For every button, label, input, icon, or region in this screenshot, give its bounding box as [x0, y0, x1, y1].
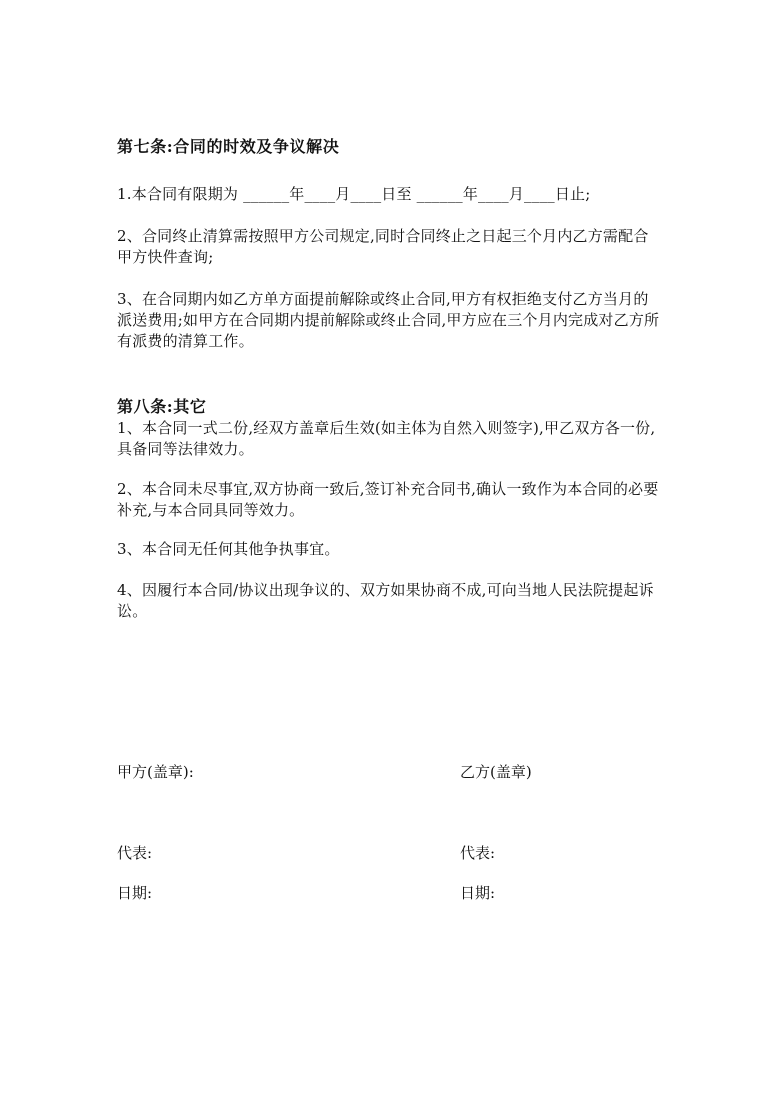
section7-clause3: 3、在合同期内如乙方单方面提前解除或终止合同,甲方有权拒绝支付乙方当月的派送费用;如甲方在合同期内提前解除或终止合同,甲方应在三个月内完成对乙方所有派费的清算工作。 [117, 290, 660, 350]
party-b-seal-label: 乙方(盖章) [460, 763, 532, 781]
section8-clause2: 2、本合同未尽事宜,双方协商一致后,签订补充合同书,确认一致作为本合同的必要补充,与本合同具同等效力。 [117, 480, 659, 519]
section7-title: 第七条:合同的时效及争议解决 [117, 137, 340, 156]
party-a-date-label: 日期: [117, 884, 153, 902]
party-a-representative-label: 代表: [117, 844, 153, 862]
section8-clause1: 1、本合同一式二份,经双方盖章后生效(如主体为自然入则签字),甲乙双方各一份,具备同等法律效力。 [117, 419, 656, 458]
section7-clause2: 2、合同终止清算需按照甲方公司规定,同时合同终止之日起三个月内乙方需配合甲方快件查询; [117, 227, 649, 266]
party-b-date-label: 日期: [460, 884, 496, 902]
section8-clause3: 3、本合同无任何其他争执事宜。 [117, 540, 340, 558]
party-a-seal-label: 甲方(盖章): [117, 763, 194, 781]
section8-clause4: 4、因履行本合同/协议出现争议的、双方如果协商不成,可向当地人民法院提起诉讼。 [117, 581, 654, 620]
party-b-representative-label: 代表: [460, 844, 496, 862]
section7-clause1: 1.本合同有限期为 ______年____月____日至 ______年____月____日止; [117, 185, 591, 203]
section8-title: 第八条:其它 [117, 397, 207, 416]
